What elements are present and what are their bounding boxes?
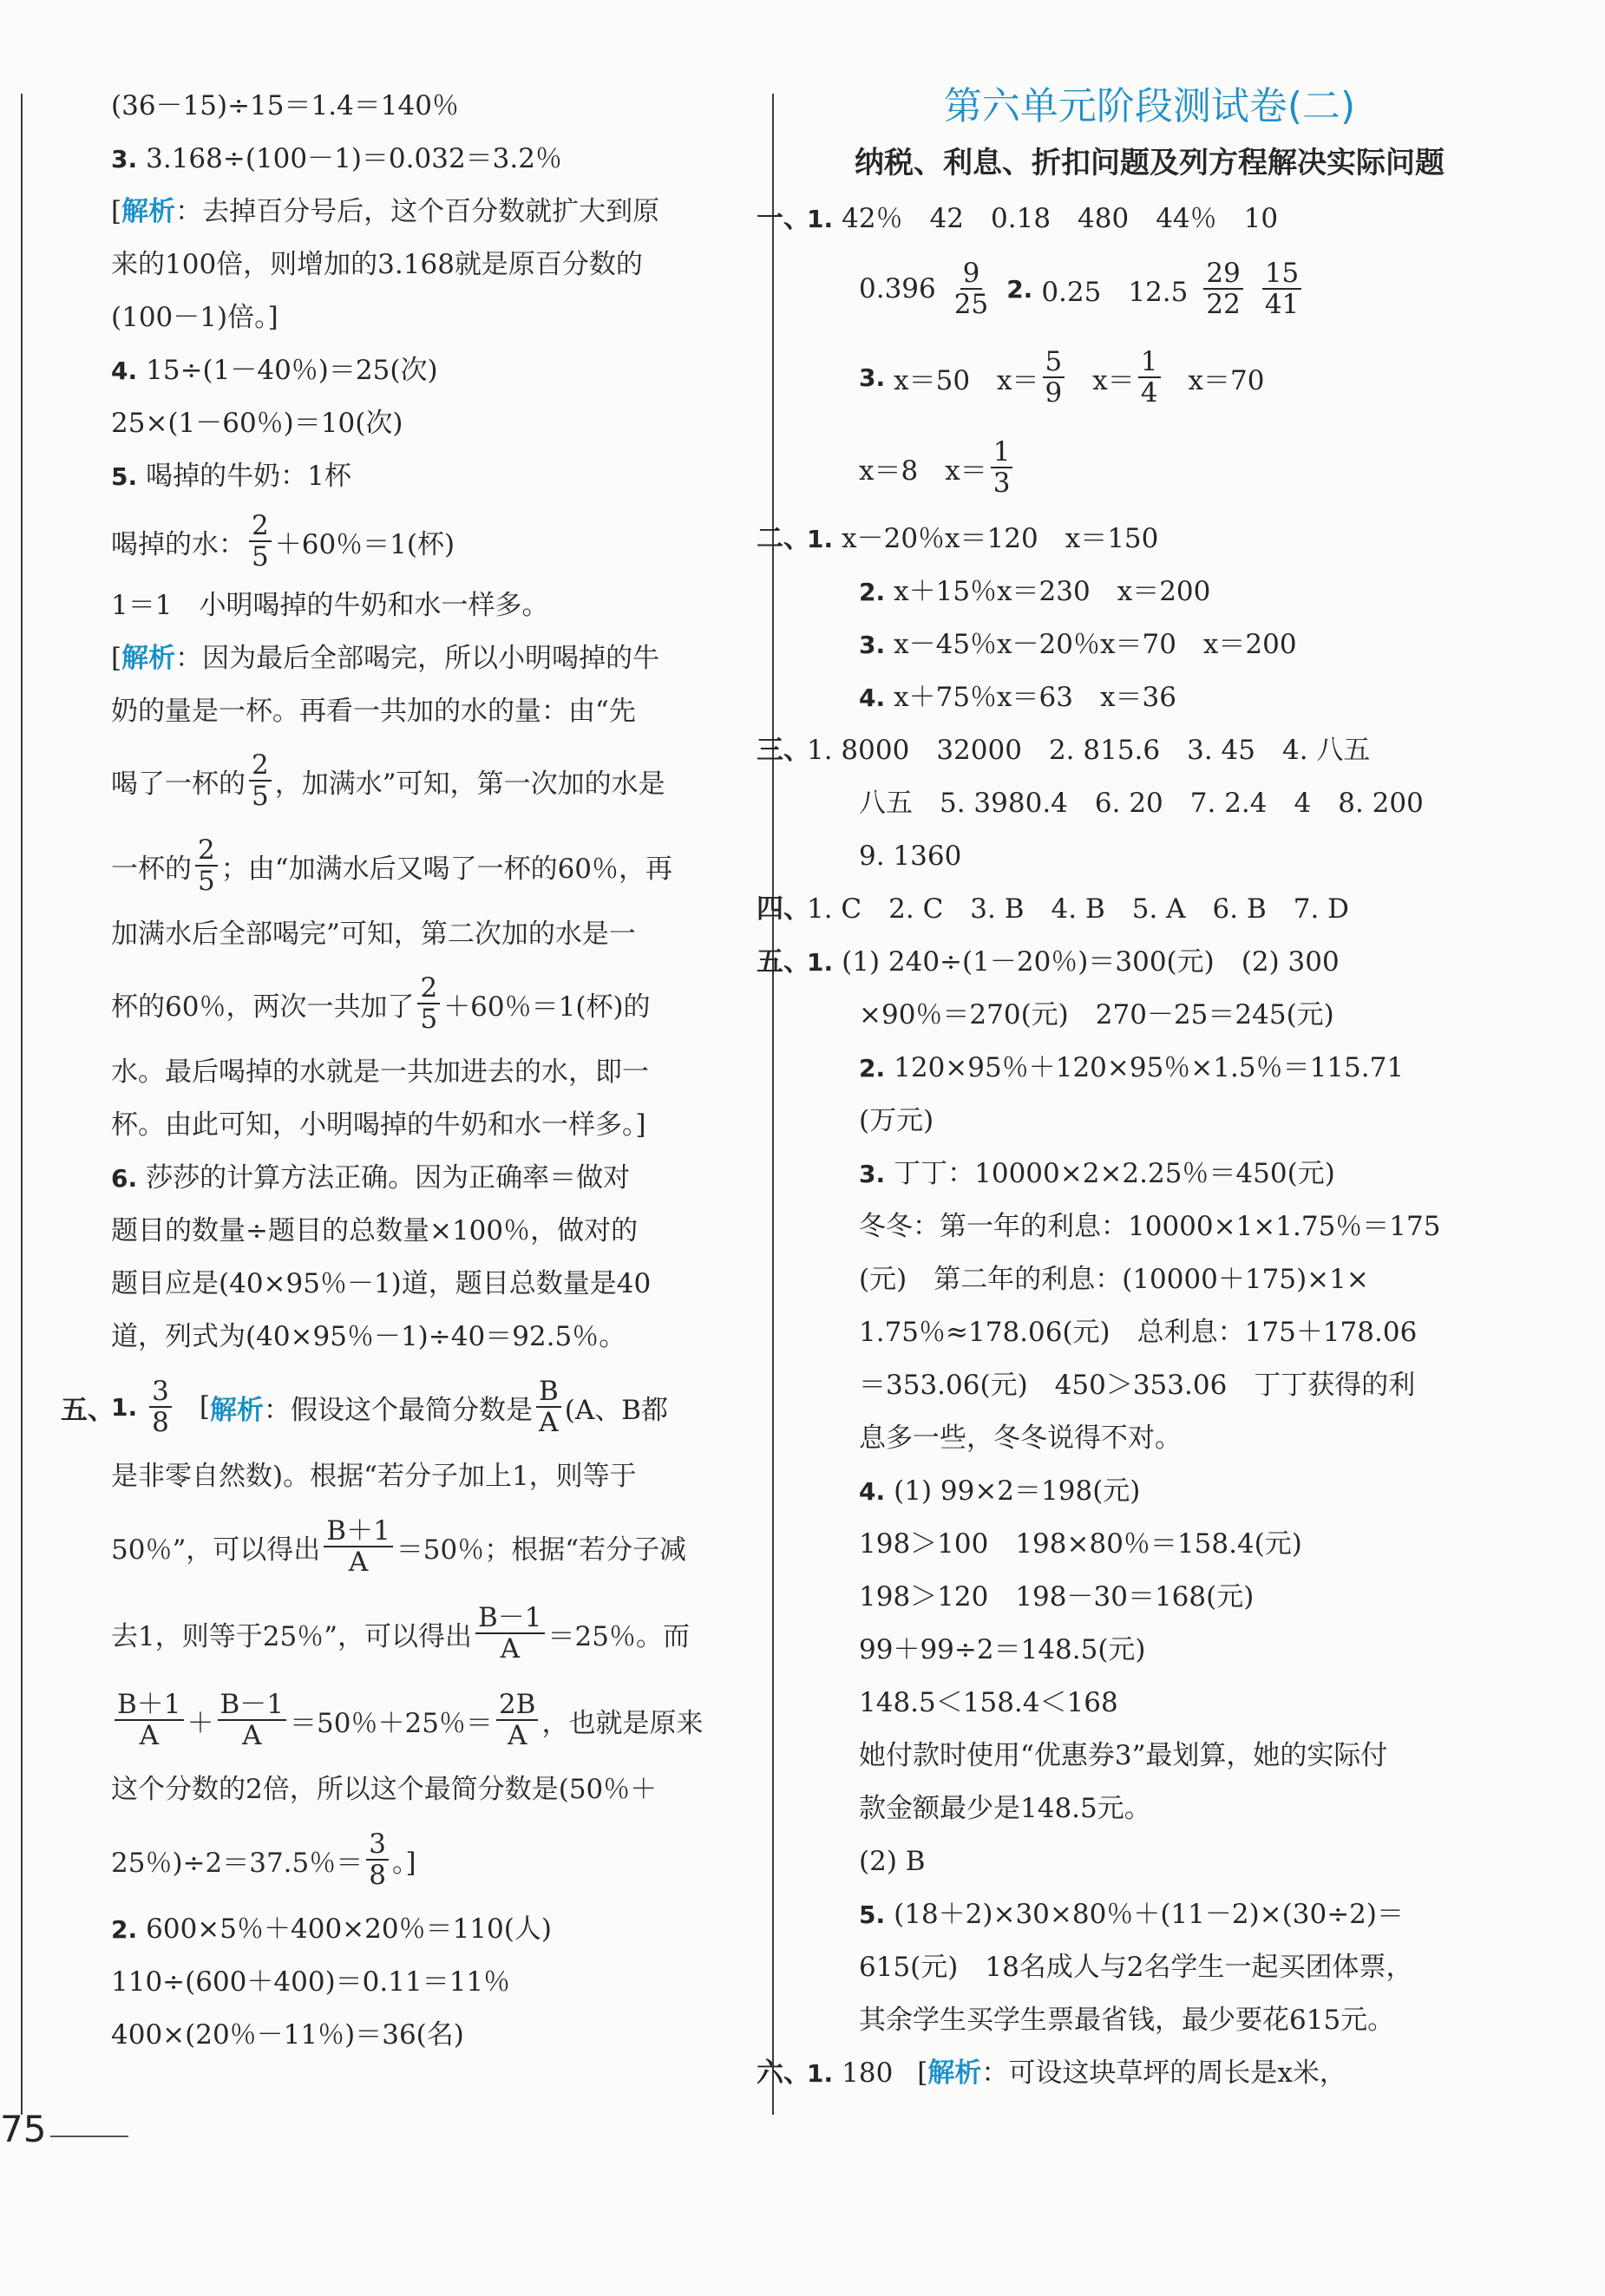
section-label: 五、 — [61, 1394, 115, 1426]
answer-line — [111, 1903, 744, 1956]
answer-text: 42％ 42 0.18 480 44％ 10 — [842, 203, 1279, 234]
numerator: B＋1 — [324, 1516, 393, 1547]
answer-line: 道，列式为(40×95％－1)÷40＝92.5％。 — [111, 1321, 626, 1352]
answer-text: ＋60％＝1(杯) — [274, 528, 455, 560]
item-number: 2. — [859, 1054, 886, 1083]
denominator: 5 — [198, 866, 215, 897]
left-column — [61, 80, 744, 2062]
answer-text: 120×95％＋120×95％×1.5％＝115.71 — [894, 1052, 1405, 1083]
answer-text: x－45％x－20％x＝70 x＝200 — [894, 629, 1297, 660]
analysis-line — [111, 1503, 744, 1590]
answer-text: (18＋2)×30×80％＋(11－2)×(30÷2)＝ — [894, 1899, 1404, 1930]
item-number: 1. — [807, 525, 834, 553]
analysis-line: 是非零自然数)。根据“若分子加上1，则等于 — [111, 1461, 637, 1492]
page-title: 第六单元阶段测试卷(二) — [943, 84, 1356, 128]
analysis-tag: 解析 — [121, 643, 176, 674]
answer-text: x＝50 x＝ — [894, 364, 1039, 396]
analysis-text: 25％)÷2＝37.5％＝ — [111, 1847, 364, 1879]
analysis-text: ：因为最后全部喝完，所以小明喝掉的牛 — [175, 643, 660, 674]
answer-line: 1＝1 小明喝掉的牛奶和水一样多。 — [111, 590, 549, 621]
answer-text: x＝ — [1092, 364, 1135, 396]
fraction — [324, 1516, 393, 1577]
analysis-tag: 解析 — [121, 196, 176, 227]
answer-line — [757, 724, 1492, 777]
answer-text: 喝掉的牛奶：1杯 — [146, 461, 351, 492]
analysis-text: ：可设这块草坪的周长是x米， — [981, 2057, 1346, 2089]
fraction — [1043, 347, 1065, 408]
analysis-line: 奶的量是一杯。再看一共加的水的量：由“先 — [111, 696, 636, 727]
numerator: 3 — [149, 1377, 172, 1408]
numerator: B＋1 — [115, 1690, 184, 1721]
fraction — [496, 1690, 539, 1750]
answer-text: 1. C 2. C 3. B 4. B 5. A 6. B 7. D — [807, 893, 1350, 925]
fraction — [115, 1690, 184, 1750]
section-label: 一、 — [757, 203, 810, 234]
analysis-line — [111, 1816, 744, 1903]
answer-line: 148.5＜158.4＜168 — [859, 1687, 1118, 1718]
analysis-line: 来的100倍，则增加的3.168就是原百分数的 — [111, 249, 643, 280]
answer-text: 丁丁：10000×2×2.25％＝450(元) — [894, 1158, 1335, 1189]
answer-line — [757, 513, 1492, 566]
answer-text: 600×5％＋400×20％＝110(人) — [146, 1913, 552, 1945]
denominator: A — [508, 1720, 527, 1751]
answer-line: 1.75％≈178.06(元) 总利息：175＋178.06 — [859, 1317, 1418, 1348]
analysis-text: ：去掉百分号后，这个百分数就扩大到原 — [175, 196, 660, 227]
section-label: 四、 — [757, 893, 810, 925]
denominator: 41 — [1264, 289, 1300, 320]
answer-line: 99＋99÷2＝148.5(元) — [859, 1634, 1146, 1665]
answer-line: 她付款时使用“优惠券3”最划算，她的实际付 — [859, 1740, 1388, 1771]
item-number: 3. — [859, 1160, 886, 1188]
analysis-text: ，加满水”可知，第一次加的水是 — [274, 768, 665, 800]
answer-line — [807, 618, 1492, 671]
page-number-rule — [50, 2136, 128, 2137]
analysis-tag: 解析 — [927, 2057, 982, 2089]
analysis-line — [111, 632, 744, 685]
item-number: 1. — [807, 948, 834, 977]
numerator: 9 — [960, 258, 983, 290]
item-number: 2. — [111, 1915, 138, 1944]
item-number: 1. — [111, 1392, 138, 1422]
denominator: 5 — [252, 781, 269, 812]
right-column — [757, 193, 1492, 2100]
answer-line — [807, 1148, 1492, 1200]
analysis-line: 这个分数的2倍，所以这个最简分数是(50％＋ — [111, 1774, 658, 1805]
fraction — [1138, 347, 1161, 408]
item-number: 2. — [1006, 274, 1033, 304]
item-number: 4. — [111, 357, 138, 385]
bracket-open: [ — [111, 196, 122, 227]
fraction — [218, 1690, 287, 1750]
answer-line: 198＞120 198－30＝168(元) — [859, 1581, 1255, 1612]
answer-text: 180 — [842, 2057, 894, 2089]
answer-text: 喝掉的水： — [111, 528, 246, 560]
analysis-line: 杯。由此可知，小明喝掉的牛奶和水一样多。] — [111, 1109, 646, 1141]
answer-text: 1. 8000 32000 2. 815.6 3. 45 4. 八五 — [807, 735, 1371, 766]
answer-line — [807, 332, 1492, 422]
numerator: B－1 — [218, 1690, 287, 1721]
fraction — [366, 1829, 389, 1890]
answer-line — [757, 936, 1492, 989]
analysis-line — [111, 738, 744, 823]
denominator: A — [139, 1720, 159, 1751]
analysis-text: ＋60％＝1(杯)的 — [443, 991, 651, 1023]
answer-line: 八五 5. 3980.4 6. 20 7. 2.4 4 8. 200 — [859, 788, 1424, 819]
analysis-text: ＝50％＋25％＝ — [290, 1707, 493, 1739]
analysis-text: ：假设这个最简分数是 — [263, 1394, 533, 1426]
answer-text: x＋15％x＝230 x＝200 — [894, 576, 1211, 607]
answer-line — [757, 2047, 1492, 2100]
page-number: 75 — [0, 2108, 47, 2150]
item-number: 2. — [859, 578, 886, 606]
analysis-line — [111, 186, 744, 239]
item-number: 3. — [111, 145, 138, 173]
numerator: 3 — [366, 1829, 389, 1861]
answer-text: 0.25 12.5 — [1041, 276, 1189, 308]
denominator: 25 — [953, 289, 989, 320]
section-label: 六、 — [757, 2057, 810, 2089]
answer-line: ×90％＝270(元) 270－25＝245(元) — [859, 999, 1334, 1030]
analysis-text: (A、B都 — [564, 1394, 669, 1426]
answer-line — [61, 1364, 744, 1450]
analysis-text: 一杯的 — [111, 853, 192, 885]
answer-line: (36－15)÷15＝1.4＝140％ — [111, 90, 459, 121]
answer-text: (1) 99×2＝198(元) — [894, 1475, 1141, 1507]
answer-line: 615(元) 18名成人与2名学生一起买团体票， — [859, 1952, 1413, 1983]
answer-line: 冬冬：第一年的利息：10000×1×1.75％＝175 — [859, 1211, 1441, 1242]
analysis-text: ＝25％。而 — [547, 1620, 690, 1652]
item-number: 3. — [859, 631, 886, 659]
answer-line — [807, 422, 1492, 513]
numerator: B－1 — [475, 1603, 545, 1634]
answer-line — [111, 133, 744, 186]
answer-text: x＝70 — [1188, 364, 1265, 396]
answer-line: (元) 第二年的利息：(10000＋175)×1× — [859, 1264, 1369, 1295]
analysis-line: 加满水后全部喝完”可知，第二次加的水是一 — [111, 919, 636, 950]
denominator: 8 — [369, 1860, 386, 1891]
analysis-line: 水。最后喝掉的水就是一共加进去的水，即一 — [111, 1056, 649, 1088]
analysis-line — [111, 1677, 744, 1763]
fraction — [249, 750, 272, 811]
analysis-line — [111, 823, 744, 908]
analysis-text: ；由“加满水后又喝了一杯的60％，再 — [220, 853, 673, 885]
answer-line: ＝353.06(元) 450＞353.06 丁丁获得的利 — [859, 1370, 1416, 1401]
answer-text: x－20％x＝120 x＝150 — [842, 523, 1159, 554]
answer-text: x＝8 x＝ — [859, 455, 987, 487]
numerator: 1 — [1138, 347, 1161, 378]
numerator: 2 — [249, 511, 272, 542]
fraction — [1262, 258, 1301, 319]
answer-text: 15÷(1－40％)＝25(次) — [146, 355, 438, 386]
item-number: 6. — [111, 1164, 138, 1193]
denominator: 5 — [252, 541, 269, 572]
answer-line — [807, 566, 1492, 618]
item-number: 3. — [859, 363, 886, 392]
left-margin-rule — [21, 94, 23, 2115]
analysis-line — [111, 1590, 744, 1677]
answer-line — [111, 503, 744, 579]
column-divider — [772, 94, 774, 2115]
fraction — [952, 258, 991, 319]
denominator: A — [539, 1407, 559, 1438]
answer-text: (1) 240÷(1－20％)＝300(元) (2) 300 — [842, 946, 1340, 978]
answer-line — [807, 1465, 1492, 1518]
bracket-open: [ — [199, 1391, 210, 1423]
analysis-text: 杯的60％，两次一共加了 — [111, 991, 415, 1023]
numerator: 29 — [1203, 258, 1242, 290]
fraction — [991, 437, 1013, 498]
denominator: 4 — [1140, 377, 1158, 409]
answer-line: (2) B — [859, 1846, 926, 1877]
analysis-text: 50％”，可以得出 — [111, 1534, 321, 1566]
analysis-text: ＝50％；根据“若分子减 — [396, 1534, 687, 1566]
denominator: 3 — [992, 468, 1011, 499]
fraction — [417, 973, 440, 1034]
page-subtitle: 纳税、利息、折扣问题及列方程解决实际问题 — [855, 146, 1444, 180]
analysis-text: 去1，则等于25％”，可以得出 — [111, 1620, 473, 1652]
item-number: 4. — [859, 684, 886, 712]
answer-line — [807, 671, 1492, 724]
item-number: 5. — [859, 1900, 886, 1929]
denominator: 5 — [420, 1004, 438, 1035]
answer-line: 9. 1360 — [859, 841, 962, 872]
answer-line — [807, 1042, 1492, 1095]
denominator: A — [242, 1720, 262, 1751]
answer-line: 题目应是(40×95％－1)道，题目总数量是40 — [111, 1268, 652, 1299]
analysis-text: 。] — [392, 1847, 416, 1879]
numerator: 2 — [249, 750, 272, 782]
answer-line: 其余学生买学生票最省钱，最少要花615元。 — [859, 2005, 1395, 2036]
numerator: B — [536, 1377, 561, 1408]
answer-line — [807, 1888, 1492, 1941]
item-number: 1. — [807, 2059, 834, 2088]
answer-line — [807, 245, 1492, 332]
numerator: 1 — [991, 437, 1013, 468]
item-number: 4. — [859, 1477, 886, 1506]
fraction — [536, 1377, 561, 1437]
fraction — [1203, 258, 1242, 319]
answer-line: (万元) — [859, 1105, 934, 1136]
denominator: 9 — [1045, 377, 1063, 409]
section-label: 三、 — [757, 735, 810, 766]
answer-text: 3.168÷(100－1)＝0.032＝3.2％ — [146, 143, 562, 174]
answer-line: 400×(20％－11％)＝36(名) — [111, 2019, 464, 2051]
denominator: 22 — [1206, 289, 1241, 320]
analysis-text: ，也就是原来 — [541, 1707, 704, 1739]
bracket-open: [ — [917, 2057, 928, 2089]
answer-line — [111, 1152, 744, 1205]
bracket-open: [ — [111, 643, 122, 674]
answer-text: 0.396 — [859, 273, 936, 304]
analysis-line — [111, 961, 744, 1046]
analysis-line: (100－1)倍。] — [111, 302, 278, 333]
answer-line: 25×(1－60％)＝10(次) — [111, 408, 403, 439]
numerator: 15 — [1262, 258, 1301, 290]
fraction — [195, 835, 218, 896]
section-label: 五、 — [757, 946, 810, 978]
answer-line — [111, 344, 744, 397]
answer-line — [111, 450, 744, 503]
answer-text: x＋75％x＝63 x＝36 — [894, 682, 1176, 713]
section-label: 二、 — [757, 523, 810, 554]
numerator: 2 — [195, 835, 218, 867]
analysis-text: 喝了一杯的 — [111, 768, 246, 800]
answer-line — [757, 193, 1492, 245]
denominator: A — [500, 1633, 520, 1665]
denominator: A — [348, 1547, 369, 1578]
fraction — [149, 1377, 172, 1437]
answer-line: 题目的数量÷题目的总数量×100％，做对的 — [111, 1215, 639, 1246]
denominator: 8 — [152, 1407, 169, 1438]
numerator: 2 — [417, 973, 440, 1004]
answer-line: 198＞100 198×80％＝158.4(元) — [859, 1528, 1302, 1560]
answer-line: 息多一些，冬冬说得不对。 — [859, 1423, 1182, 1454]
fraction — [475, 1603, 545, 1664]
numerator: 2B — [496, 1690, 539, 1721]
answer-line: 110÷(600＋400)＝0.11＝11％ — [111, 1966, 511, 1998]
analysis-text: ＋ — [187, 1707, 214, 1739]
answer-line — [757, 883, 1492, 936]
fraction — [249, 511, 272, 572]
analysis-tag: 解析 — [209, 1394, 264, 1426]
answer-line: 款金额最少是148.5元。 — [859, 1793, 1151, 1824]
item-number: 5. — [111, 462, 138, 491]
answer-text: 莎莎的计算方法正确。因为正确率＝做对 — [146, 1162, 631, 1194]
item-number: 1. — [807, 205, 834, 233]
numerator: 5 — [1043, 347, 1065, 378]
